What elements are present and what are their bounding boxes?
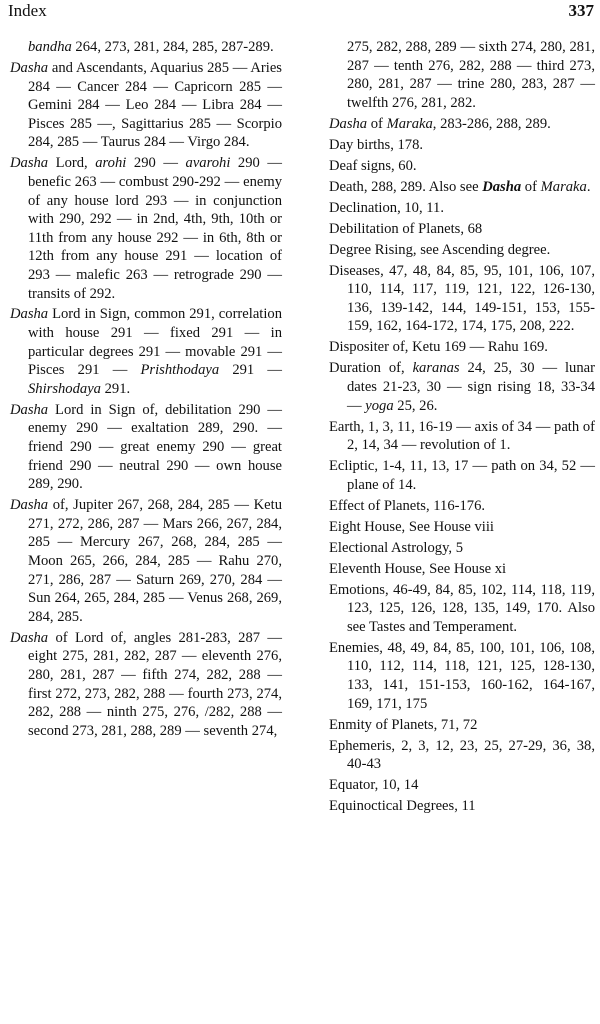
entry-emphasis: karanas <box>412 360 460 377</box>
entry-text: Emotions, 46-49, 84, 85, 102, 114, 118, 119, 123, 125, 126, 128, 135, 149, 170. Also see Tastes and Temperament. <box>329 581 595 635</box>
entry-text: 291. <box>100 380 131 397</box>
index-entry <box>329 581 595 637</box>
entry-text: , 283-286, 288, 289. <box>432 115 551 132</box>
entry-text: Enemies, 48, 49, 84, 85, 100, 101, 106, 108, 110, 112, 114, 118, 121, 125, 128-130, 133, 141, 151-153, 160-162, 164-167, 169, 171, 175 <box>329 639 595 712</box>
entry-text: Lord in Sign of, debilitation 290 — enemy 290 — exaltation 289, 290. — friend 290 — great enemy 290 — great friend 290 — neutral 290 — own house 289, 290. <box>28 401 282 493</box>
index-entry <box>329 418 595 455</box>
entry-emphasis: bandha <box>28 39 72 55</box>
entry-emphasis: Dasha <box>10 306 49 323</box>
entry-text: Death, 288, 289. Also see <box>329 178 483 195</box>
index-entry <box>329 737 595 774</box>
index-entry <box>329 539 595 558</box>
entry-text: . <box>586 178 591 195</box>
entry-text: Degree Rising, see Ascending degree. <box>329 241 551 258</box>
index-entry <box>329 639 595 713</box>
entry-text: Debilitation of Planets, 68 <box>329 220 483 237</box>
entry-text: of <box>367 115 387 132</box>
index-entry <box>329 776 595 795</box>
index-entry <box>329 359 595 415</box>
index-entry <box>329 560 595 579</box>
entry-text: Effect of Planets, 116-176. <box>329 497 486 514</box>
entry-emphasis: Dasha <box>10 629 49 646</box>
entry-text: Dispositer of, Ketu 169 — Rahu 169. <box>329 339 548 356</box>
index-entry <box>329 716 595 735</box>
entry-text: Electional Astrology, 5 <box>329 539 464 556</box>
entry-text: Equinoctical Degrees, 11 <box>329 798 476 815</box>
page-number: 337 <box>568 1 594 20</box>
entry-emphasis: Shirshodaya <box>28 380 101 397</box>
entry-text: 24, 25, 30 — lunar dates 21-23, 30 — sign rising 18, 33-34 — <box>347 360 595 414</box>
index-entry <box>10 401 282 494</box>
entry-emphasis: Maraka <box>540 178 587 195</box>
entry-text: 25, 26. <box>393 397 438 414</box>
entry-emphasis: Dasha <box>10 59 49 76</box>
entry-text: 264, 273, 281, 284, 285, 287-289. <box>71 39 274 55</box>
entry-text: 290 — benefic 263 — combust 290-292 — enemy of any house lord 293 — in conjunction with 290, 292 — in 2nd, 4th, 9th, 10th or 11th from any house 292 — in 6th, 8th or 12th from any house 291 — location of 293 — malefic 263 — retrograde 290 — transits of 292. <box>28 155 282 302</box>
index-entry <box>329 338 595 357</box>
entry-text: Equator, 10, 14 <box>329 777 419 794</box>
entry-text: Ephemeris, 2, 3, 12, 23, 25, 27-29, 36, 38, 40-43 <box>329 737 595 773</box>
index-entry <box>329 115 595 134</box>
index-entry <box>10 629 282 741</box>
entry-emphasis: Dasha <box>10 155 49 172</box>
entry-emphasis: Prishthodaya <box>140 362 220 379</box>
entry-text: of, Jupiter 267, 268, 284, 285 — Ketu 271, 272, 286, 287 — Mars 266, 267, 284, 285 — Mercury 267, 268, 284, 285 — Moon 265, 266, 284, 285 — Rahu 270, 271, 286, 287 — Saturn 269, 270, 284 — Sun 264, 265, 284, 285 — Venus 268, 269, 284, 285. <box>28 497 282 625</box>
index-entry <box>329 457 595 494</box>
entry-text: Enmity of Planets, 71, 72 <box>329 716 478 733</box>
entry-text: and Ascendants, Aquarius 285 — Aries 284 — Cancer 284 — Capricorn 285 — Gemini 284 — Leo 284 — Libra 284 — Pisces 285 —, Sagittarius 285 — Scorpio 284, 285 — Taurus 284 — Virgo 284. <box>28 59 282 151</box>
index-entry <box>329 157 595 176</box>
index-entry <box>329 797 595 816</box>
entry-text: 291 — <box>219 362 282 379</box>
entry-text: Deaf signs, 60. <box>329 157 417 174</box>
index-entry <box>329 497 595 516</box>
entry-text: Diseases, 47, 48, 84, 85, 95, 101, 106, 107, 110, 114, 117, 119, 121, 122, 126-130, 136, 139-142, 144, 149-151, 153, 155-159, 162, 164-172, 174, 175, 208, 222. <box>329 262 595 335</box>
entry-text: Lord, <box>48 155 96 172</box>
index-entry <box>10 496 282 626</box>
entry-emphasis: Dasha <box>329 115 368 132</box>
entry-emphasis: yoga <box>365 397 394 414</box>
index-entry <box>10 154 282 303</box>
index-entry <box>329 38 595 112</box>
running-head: Index <box>8 1 47 20</box>
entry-text: Eleventh House, See House xi <box>329 560 507 577</box>
entry-text: Earth, 1, 3, 11, 16-19 — axis of 34 — path of 2, 14, 34 — revolution of 1. <box>329 418 595 454</box>
entry-text: Lord in Sign, common 291, correlation with house 291 — fixed 291 — in particular degrees 291 — movable 291 — Pisces 291 — <box>28 306 282 379</box>
entry-emphasis: arohi <box>95 155 127 172</box>
entry-text: 275, 282, 288, 289 — sixth 274, 280, 281, 287 — tenth 276, 282, 288 — third 273, 280, 281, 287 — trine 280, 283, 287 — twelfth 276, 281, 282. <box>347 39 595 111</box>
index-entry <box>329 241 595 260</box>
index-entry <box>329 178 595 197</box>
index-entry <box>329 199 595 218</box>
index-entry <box>329 518 595 537</box>
entry-emphasis: Maraka <box>386 115 433 132</box>
entry-emphasis: Dasha <box>10 401 49 418</box>
entry-text: 290 — <box>126 155 186 172</box>
index-entry <box>10 59 282 152</box>
entry-text: of Lord of, angles 281-283, 287 — eight 275, 281, 282, 287 — eleventh 276, 280, 281, 287 — fifth 274, 282, 288 — first 272, 273, 282, 288 — fourth 273, 274, 282, 288 — ninth 275, 276, /282, 288 — second 273, 281, 288, 289 — seventh 274, <box>28 629 282 739</box>
index-entry <box>10 38 282 57</box>
entry-text: Declination, 10, 11. <box>329 199 444 216</box>
index-entry <box>329 136 595 155</box>
entry-emphasis: Dasha <box>482 178 522 195</box>
entry-emphasis: avarohi <box>185 155 231 172</box>
entry-text: Duration of, <box>329 360 413 377</box>
index-entry <box>10 305 282 398</box>
entry-text: Day births, 178. <box>329 136 424 153</box>
entry-text: of <box>521 178 541 195</box>
index-column-left <box>10 38 282 740</box>
entry-text: Ecliptic, 1-4, 11, 13, 17 — path on 34, 52 — plane of 14. <box>329 458 595 493</box>
entry-text: Eight House, See House viii <box>329 518 494 535</box>
index-entry <box>329 220 595 239</box>
index-entry <box>329 262 595 336</box>
entry-emphasis: Dasha <box>10 497 49 514</box>
index-column-right <box>329 38 595 816</box>
